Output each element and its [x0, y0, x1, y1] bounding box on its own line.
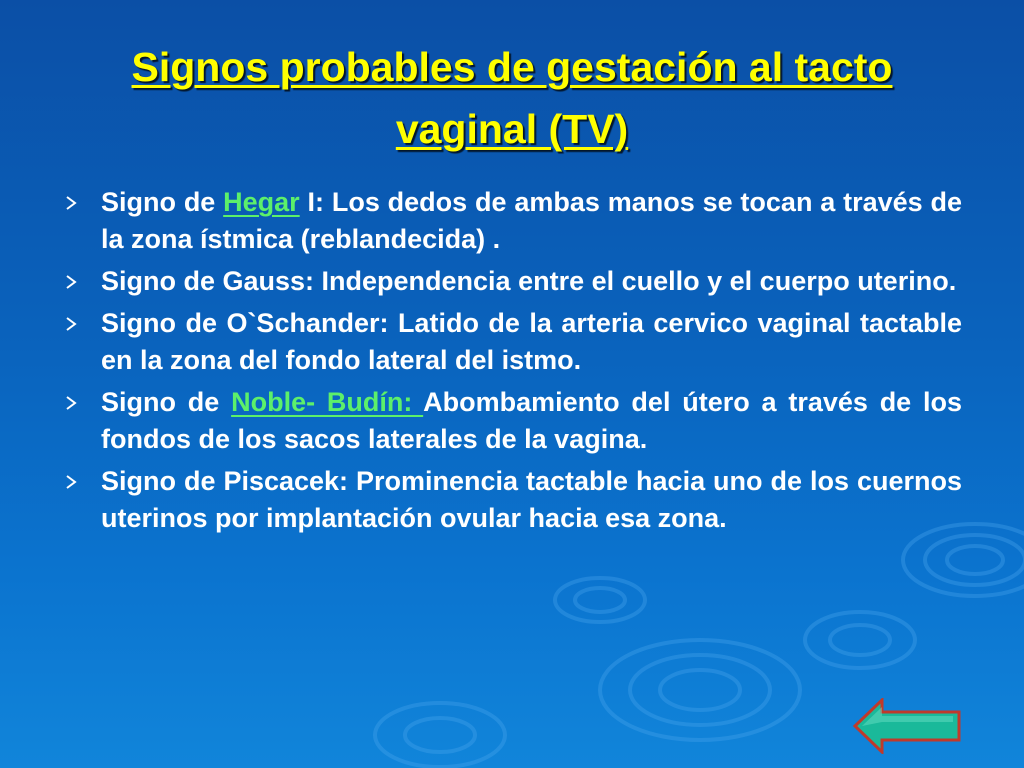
bullet-arrow-icon	[64, 475, 78, 489]
bullet-text: Abombamiento del útero a través de los fondos de los sacos laterales de la vagina.	[101, 387, 963, 454]
bullet-arrow-icon	[64, 275, 78, 289]
bullet-text: Signo de	[101, 387, 232, 417]
bullet-item-piscacek	[62, 463, 962, 537]
bullet-arrow-icon	[64, 396, 78, 410]
bullet-arrow-icon	[64, 317, 78, 331]
back-arrow-button[interactable]	[852, 698, 962, 754]
bullet-text: Signo de Piscacek: Prominencia tactable hacia uno de los cuernos uterinos por implantación ovular hacia esa zona.	[101, 466, 962, 533]
bullet-text: Signo de O`Schander: Latido de la arteria cervico vaginal tactable en la zona del fondo lateral del istmo.	[101, 308, 962, 375]
bullet-arrow-icon	[64, 196, 78, 210]
bullet-item-hegar	[62, 184, 962, 258]
hegar-link[interactable]: Hegar	[223, 187, 300, 217]
bullet-item-oschander	[62, 305, 962, 379]
bullet-item-noble-budin	[62, 384, 962, 458]
bullet-item-gauss	[62, 263, 962, 300]
bullet-text: I: Los dedos de ambas manos se tocan a través de la zona ístmica (reblandecida) .	[101, 187, 963, 254]
bullet-text: Signo de Gauss: Independencia entre el cuello y el cuerpo uterino.	[101, 266, 957, 296]
left-arrow-icon	[855, 700, 959, 752]
bullet-list	[62, 184, 962, 542]
noble-budin-link[interactable]: Noble- Budín:	[231, 387, 424, 417]
bullet-text: Signo de	[101, 187, 224, 217]
slide-title: Signos probables de gestación al tacto vaginal (TV)	[131, 44, 893, 152]
